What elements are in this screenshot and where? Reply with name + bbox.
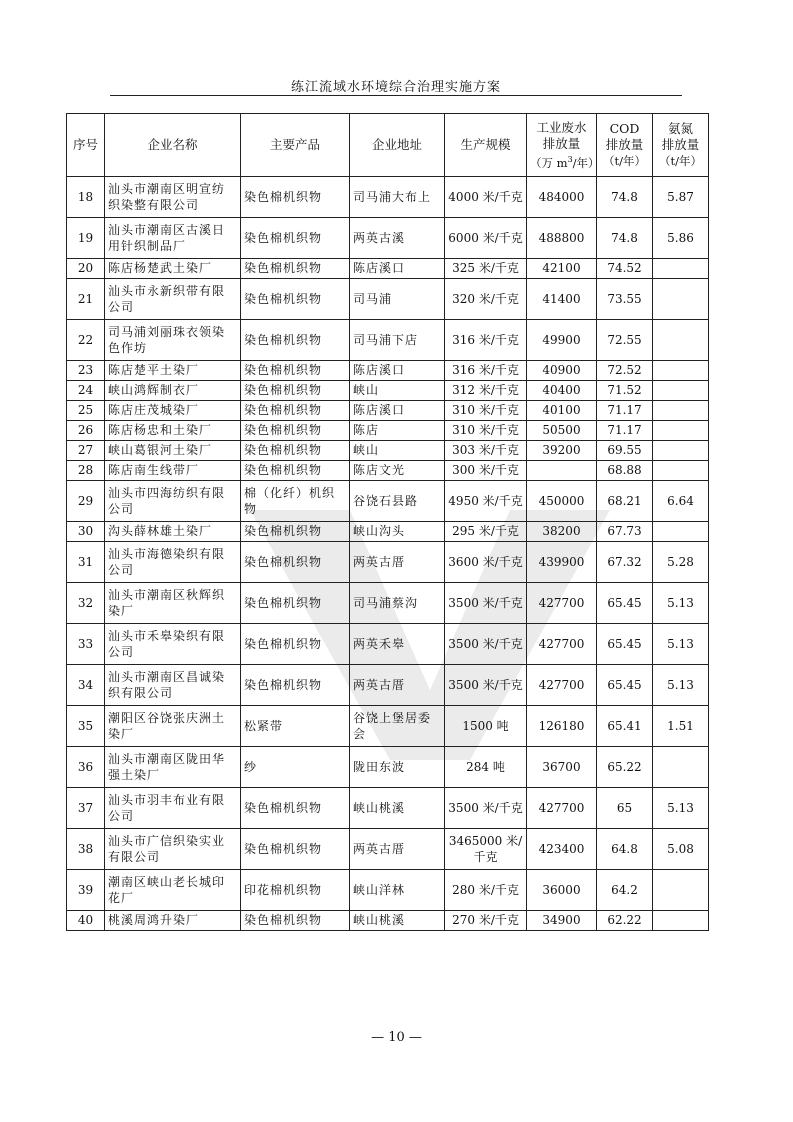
cell-ammonia xyxy=(653,320,709,361)
cell-scale: 270 米/千克 xyxy=(445,911,527,931)
cell-company-name: 沟头薛林雄土染厂 xyxy=(105,522,241,542)
cell-scale: 284 吨 xyxy=(445,747,527,788)
col-header-scale: 生产规模 xyxy=(445,114,527,177)
cell-cod: 71.17 xyxy=(597,401,653,421)
table-row xyxy=(67,624,709,665)
cell-product: 染色棉机织物 xyxy=(241,542,350,583)
cell-scale: 303 米/千克 xyxy=(445,441,527,461)
cell-product: 印花棉机织物 xyxy=(241,870,350,911)
cell-num: 24 xyxy=(67,381,105,401)
cell-ammonia xyxy=(653,461,709,481)
cell-ammonia xyxy=(653,441,709,461)
table-row xyxy=(67,441,709,461)
col-header-num: 序号 xyxy=(67,114,105,177)
cell-company-name: 陈店庄茂城染厂 xyxy=(105,401,241,421)
cell-product: 染色棉机织物 xyxy=(241,583,350,624)
cell-company-name: 汕头市潮南区明宣纺织染整有限公司 xyxy=(105,177,241,218)
cell-product: 染色棉机织物 xyxy=(241,177,350,218)
cell-num: 29 xyxy=(67,481,105,522)
cell-ammonia xyxy=(653,747,709,788)
cell-scale: 3500 米/千克 xyxy=(445,624,527,665)
table-row xyxy=(67,177,709,218)
cell-wastewater: 450000 xyxy=(527,481,597,522)
cell-scale: 3500 米/千克 xyxy=(445,788,527,829)
cell-company-name: 潮阳区谷饶张庆洲土染厂 xyxy=(105,706,241,747)
cell-company-name: 汕头市四海纺织有限公司 xyxy=(105,481,241,522)
cell-cod: 65.45 xyxy=(597,665,653,706)
cell-scale: 3500 米/千克 xyxy=(445,665,527,706)
header-divider xyxy=(110,95,682,96)
cell-company-name: 潮南区峡山老长城印花厂 xyxy=(105,870,241,911)
cell-num: 21 xyxy=(67,279,105,320)
table-row xyxy=(67,259,709,279)
col-header-cod xyxy=(597,114,653,177)
cell-cod: 71.52 xyxy=(597,381,653,401)
cell-num: 40 xyxy=(67,911,105,931)
cell-scale: 4950 米/千克 xyxy=(445,481,527,522)
cell-address: 陈店溪口 xyxy=(350,401,445,421)
cell-address: 司马浦 xyxy=(350,279,445,320)
cell-product: 染色棉机织物 xyxy=(241,401,350,421)
cell-wastewater: 427700 xyxy=(527,583,597,624)
cell-scale: 295 米/千克 xyxy=(445,522,527,542)
cell-product: 纱 xyxy=(241,747,350,788)
cell-product: 染色棉机织物 xyxy=(241,361,350,381)
cell-scale: 310 米/千克 xyxy=(445,421,527,441)
cell-product: 染色棉机织物 xyxy=(241,665,350,706)
cell-wastewater: 38200 xyxy=(527,522,597,542)
cell-address: 峡山桃溪 xyxy=(350,788,445,829)
cell-num: 32 xyxy=(67,583,105,624)
cell-ammonia: 6.64 xyxy=(653,481,709,522)
cell-company-name: 司马浦刘丽珠衣领染色作坊 xyxy=(105,320,241,361)
col-header-address: 企业地址 xyxy=(350,114,445,177)
cell-address: 峡山 xyxy=(350,381,445,401)
table-row xyxy=(67,461,709,481)
cell-company-name: 陈店楚平土染厂 xyxy=(105,361,241,381)
cell-address: 峡山洋林 xyxy=(350,870,445,911)
cell-cod: 64.2 xyxy=(597,870,653,911)
col-header-wastewater-line1: 工业废水 xyxy=(536,119,587,135)
table-row xyxy=(67,218,709,259)
cell-num: 19 xyxy=(67,218,105,259)
col-header-wastewater-unit-a: （万 m xyxy=(530,155,568,170)
cell-product: 染色棉机织物 xyxy=(241,279,350,320)
cell-wastewater: 40400 xyxy=(527,381,597,401)
table-row xyxy=(67,870,709,911)
cell-address: 峡山桃溪 xyxy=(350,911,445,931)
cell-address: 两英古溪 xyxy=(350,218,445,259)
col-header-wastewater-line2: 排放量 xyxy=(542,135,581,151)
cell-num: 18 xyxy=(67,177,105,218)
cell-wastewater: 41400 xyxy=(527,279,597,320)
cell-wastewater: 126180 xyxy=(527,706,597,747)
cell-scale: 1500 吨 xyxy=(445,706,527,747)
cell-ammonia xyxy=(653,421,709,441)
cell-address: 司马浦大布上 xyxy=(350,177,445,218)
cell-wastewater: 36700 xyxy=(527,747,597,788)
cell-address: 司马浦蔡沟 xyxy=(350,583,445,624)
cell-address: 司马浦下店 xyxy=(350,320,445,361)
col-header-ammonia-line2: 排放量 xyxy=(661,137,700,152)
cell-ammonia: 5.28 xyxy=(653,542,709,583)
cell-ammonia xyxy=(653,279,709,320)
cell-wastewater: 49900 xyxy=(527,320,597,361)
cell-cod: 72.52 xyxy=(597,361,653,381)
cell-wastewater: 42100 xyxy=(527,259,597,279)
col-header-wastewater-unit-b: /年） xyxy=(572,155,600,170)
cell-address: 两英古厝 xyxy=(350,665,445,706)
cell-address: 陈店溪口 xyxy=(350,361,445,381)
cell-cod: 65.45 xyxy=(597,624,653,665)
cell-num: 25 xyxy=(67,401,105,421)
cell-wastewater: 40100 xyxy=(527,401,597,421)
cell-wastewater xyxy=(527,461,597,481)
cell-cod: 65 xyxy=(597,788,653,829)
cell-cod: 67.73 xyxy=(597,522,653,542)
cell-ammonia: 5.08 xyxy=(653,829,709,870)
cell-scale: 3500 米/千克 xyxy=(445,583,527,624)
cell-scale: 300 米/千克 xyxy=(445,461,527,481)
cell-ammonia xyxy=(653,401,709,421)
cell-ammonia: 5.87 xyxy=(653,177,709,218)
cell-ammonia xyxy=(653,522,709,542)
table-row xyxy=(67,401,709,421)
cell-wastewater: 39200 xyxy=(527,441,597,461)
cell-company-name: 汕头市永新织带有限公司 xyxy=(105,279,241,320)
cell-wastewater: 423400 xyxy=(527,829,597,870)
cell-wastewater: 427700 xyxy=(527,624,597,665)
col-header-ammonia-line3: （t/年） xyxy=(659,154,702,168)
cell-cod: 69.55 xyxy=(597,441,653,461)
cell-ammonia: 5.13 xyxy=(653,624,709,665)
cell-address: 陇田东波 xyxy=(350,747,445,788)
cell-scale: 316 米/千克 xyxy=(445,361,527,381)
cell-num: 27 xyxy=(67,441,105,461)
cell-ammonia xyxy=(653,870,709,911)
table-row xyxy=(67,583,709,624)
cell-cod: 67.32 xyxy=(597,542,653,583)
cell-wastewater: 36000 xyxy=(527,870,597,911)
cell-company-name: 汕头市海德染织有限公司 xyxy=(105,542,241,583)
table-row xyxy=(67,320,709,361)
cell-cod: 71.17 xyxy=(597,421,653,441)
col-header-product: 主要产品 xyxy=(241,114,350,177)
col-header-cod-line1: COD xyxy=(609,121,640,136)
cell-num: 38 xyxy=(67,829,105,870)
cell-cod: 74.52 xyxy=(597,259,653,279)
cell-product: 染色棉机织物 xyxy=(241,461,350,481)
cell-product: 松紧带 xyxy=(241,706,350,747)
cell-product: 染色棉机织物 xyxy=(241,911,350,931)
cell-cod: 62.22 xyxy=(597,911,653,931)
cell-ammonia: 1.51 xyxy=(653,706,709,747)
cell-company-name: 汕头市潮南区陇田华强土染厂 xyxy=(105,747,241,788)
cell-company-name: 峡山鸿辉制衣厂 xyxy=(105,381,241,401)
table-header-row xyxy=(67,114,709,177)
cell-wastewater: 427700 xyxy=(527,665,597,706)
cell-address: 峡山 xyxy=(350,441,445,461)
cell-ammonia xyxy=(653,361,709,381)
cell-scale: 310 米/千克 xyxy=(445,401,527,421)
cell-scale: 312 米/千克 xyxy=(445,381,527,401)
cell-company-name: 陈店杨楚武土染厂 xyxy=(105,259,241,279)
cell-cod: 65.45 xyxy=(597,583,653,624)
table-row xyxy=(67,381,709,401)
cell-company-name: 汕头市禾皋染织有限公司 xyxy=(105,624,241,665)
cell-product: 染色棉机织物 xyxy=(241,788,350,829)
cell-company-name: 汕头市潮南区古溪日用针织制品厂 xyxy=(105,218,241,259)
cell-scale: 4000 米/千克 xyxy=(445,177,527,218)
cell-ammonia: 5.13 xyxy=(653,788,709,829)
cell-wastewater: 50500 xyxy=(527,421,597,441)
cell-num: 34 xyxy=(67,665,105,706)
table-row xyxy=(67,788,709,829)
cell-scale: 3600 米/千克 xyxy=(445,542,527,583)
cell-wastewater: 439900 xyxy=(527,542,597,583)
cell-num: 39 xyxy=(67,870,105,911)
cell-num: 33 xyxy=(67,624,105,665)
cell-product: 染色棉机织物 xyxy=(241,522,350,542)
col-header-wastewater-line3 xyxy=(530,152,600,171)
cell-company-name: 陈店南生线带厂 xyxy=(105,461,241,481)
cell-address: 两英禾皋 xyxy=(350,624,445,665)
cell-product: 染色棉机织物 xyxy=(241,441,350,461)
cell-company-name: 汕头市广信织染实业有限公司 xyxy=(105,829,241,870)
cell-scale: 3465000 米/千克 xyxy=(445,829,527,870)
cell-scale: 280 米/千克 xyxy=(445,870,527,911)
cell-address: 谷饶上堡居委会 xyxy=(350,706,445,747)
cell-cod: 73.55 xyxy=(597,279,653,320)
table-row xyxy=(67,747,709,788)
cell-ammonia: 5.86 xyxy=(653,218,709,259)
cell-cod: 65.41 xyxy=(597,706,653,747)
cell-num: 28 xyxy=(67,461,105,481)
table-row xyxy=(67,911,709,931)
table-row xyxy=(67,421,709,441)
cell-address: 峡山沟头 xyxy=(350,522,445,542)
cell-product: 染色棉机织物 xyxy=(241,259,350,279)
cell-ammonia xyxy=(653,381,709,401)
cell-ammonia: 5.13 xyxy=(653,583,709,624)
cell-address: 谷饶石县路 xyxy=(350,481,445,522)
cell-product: 染色棉机织物 xyxy=(241,829,350,870)
cell-cod: 68.88 xyxy=(597,461,653,481)
cell-product: 染色棉机织物 xyxy=(241,421,350,441)
page-number: — 10 — xyxy=(371,1030,422,1045)
cell-address: 陈店文光 xyxy=(350,461,445,481)
cell-address: 陈店溪口 xyxy=(350,259,445,279)
cell-ammonia xyxy=(653,911,709,931)
cell-wastewater: 34900 xyxy=(527,911,597,931)
cell-company-name: 汕头市潮南区秋辉织染厂 xyxy=(105,583,241,624)
cell-scale: 325 米/千克 xyxy=(445,259,527,279)
cell-company-name: 陈店杨忠和土染厂 xyxy=(105,421,241,441)
cell-wastewater: 427700 xyxy=(527,788,597,829)
table-row xyxy=(67,522,709,542)
col-header-wastewater-sup: 3 xyxy=(567,154,573,164)
cell-scale: 316 米/千克 xyxy=(445,320,527,361)
col-header-ammonia-line1: 氨氮 xyxy=(667,121,693,136)
cell-product: 染色棉机织物 xyxy=(241,218,350,259)
table-row xyxy=(67,481,709,522)
cell-cod: 72.55 xyxy=(597,320,653,361)
cell-ammonia: 5.13 xyxy=(653,665,709,706)
cell-num: 30 xyxy=(67,522,105,542)
cell-cod: 74.8 xyxy=(597,177,653,218)
cell-cod: 74.8 xyxy=(597,218,653,259)
cell-product: 染色棉机织物 xyxy=(241,624,350,665)
cell-cod: 65.22 xyxy=(597,747,653,788)
cell-cod: 64.8 xyxy=(597,829,653,870)
enterprise-table xyxy=(66,113,709,931)
document-header-title: 练江流域水环境综合治理实施方案 xyxy=(290,80,501,95)
cell-company-name: 桃溪周鸿升染厂 xyxy=(105,911,241,931)
cell-num: 31 xyxy=(67,542,105,583)
col-header-ammonia xyxy=(653,114,709,177)
cell-num: 26 xyxy=(67,421,105,441)
col-header-cod-line2: 排放量 xyxy=(605,137,644,152)
cell-wastewater: 488800 xyxy=(527,218,597,259)
cell-wastewater: 484000 xyxy=(527,177,597,218)
cell-num: 36 xyxy=(67,747,105,788)
table-row xyxy=(67,829,709,870)
table-body xyxy=(67,177,709,931)
cell-product: 染色棉机织物 xyxy=(241,320,350,361)
cell-cod: 68.21 xyxy=(597,481,653,522)
cell-num: 20 xyxy=(67,259,105,279)
cell-wastewater: 40900 xyxy=(527,361,597,381)
table-row xyxy=(67,706,709,747)
col-header-cod-line3: （t/年） xyxy=(603,154,646,168)
cell-num: 37 xyxy=(67,788,105,829)
cell-company-name: 汕头市潮南区昌诚染织有限公司 xyxy=(105,665,241,706)
table-row xyxy=(67,665,709,706)
col-header-wastewater xyxy=(527,114,600,177)
cell-address: 两英古厝 xyxy=(350,829,445,870)
col-header-name: 企业名称 xyxy=(105,114,241,177)
cell-address: 两英古厝 xyxy=(350,542,445,583)
table-row xyxy=(67,279,709,320)
cell-ammonia xyxy=(653,259,709,279)
cell-company-name: 峡山葛银河土染厂 xyxy=(105,441,241,461)
cell-num: 23 xyxy=(67,361,105,381)
table-row xyxy=(67,542,709,583)
cell-scale: 6000 米/千克 xyxy=(445,218,527,259)
table-row xyxy=(67,361,709,381)
cell-address: 陈店 xyxy=(350,421,445,441)
cell-num: 22 xyxy=(67,320,105,361)
cell-num: 35 xyxy=(67,706,105,747)
cell-product: 染色棉机织物 xyxy=(241,381,350,401)
cell-scale: 320 米/千克 xyxy=(445,279,527,320)
cell-company-name: 汕头市羽丰布业有限公司 xyxy=(105,788,241,829)
cell-product: 棉（化纤）机织物 xyxy=(241,481,350,522)
